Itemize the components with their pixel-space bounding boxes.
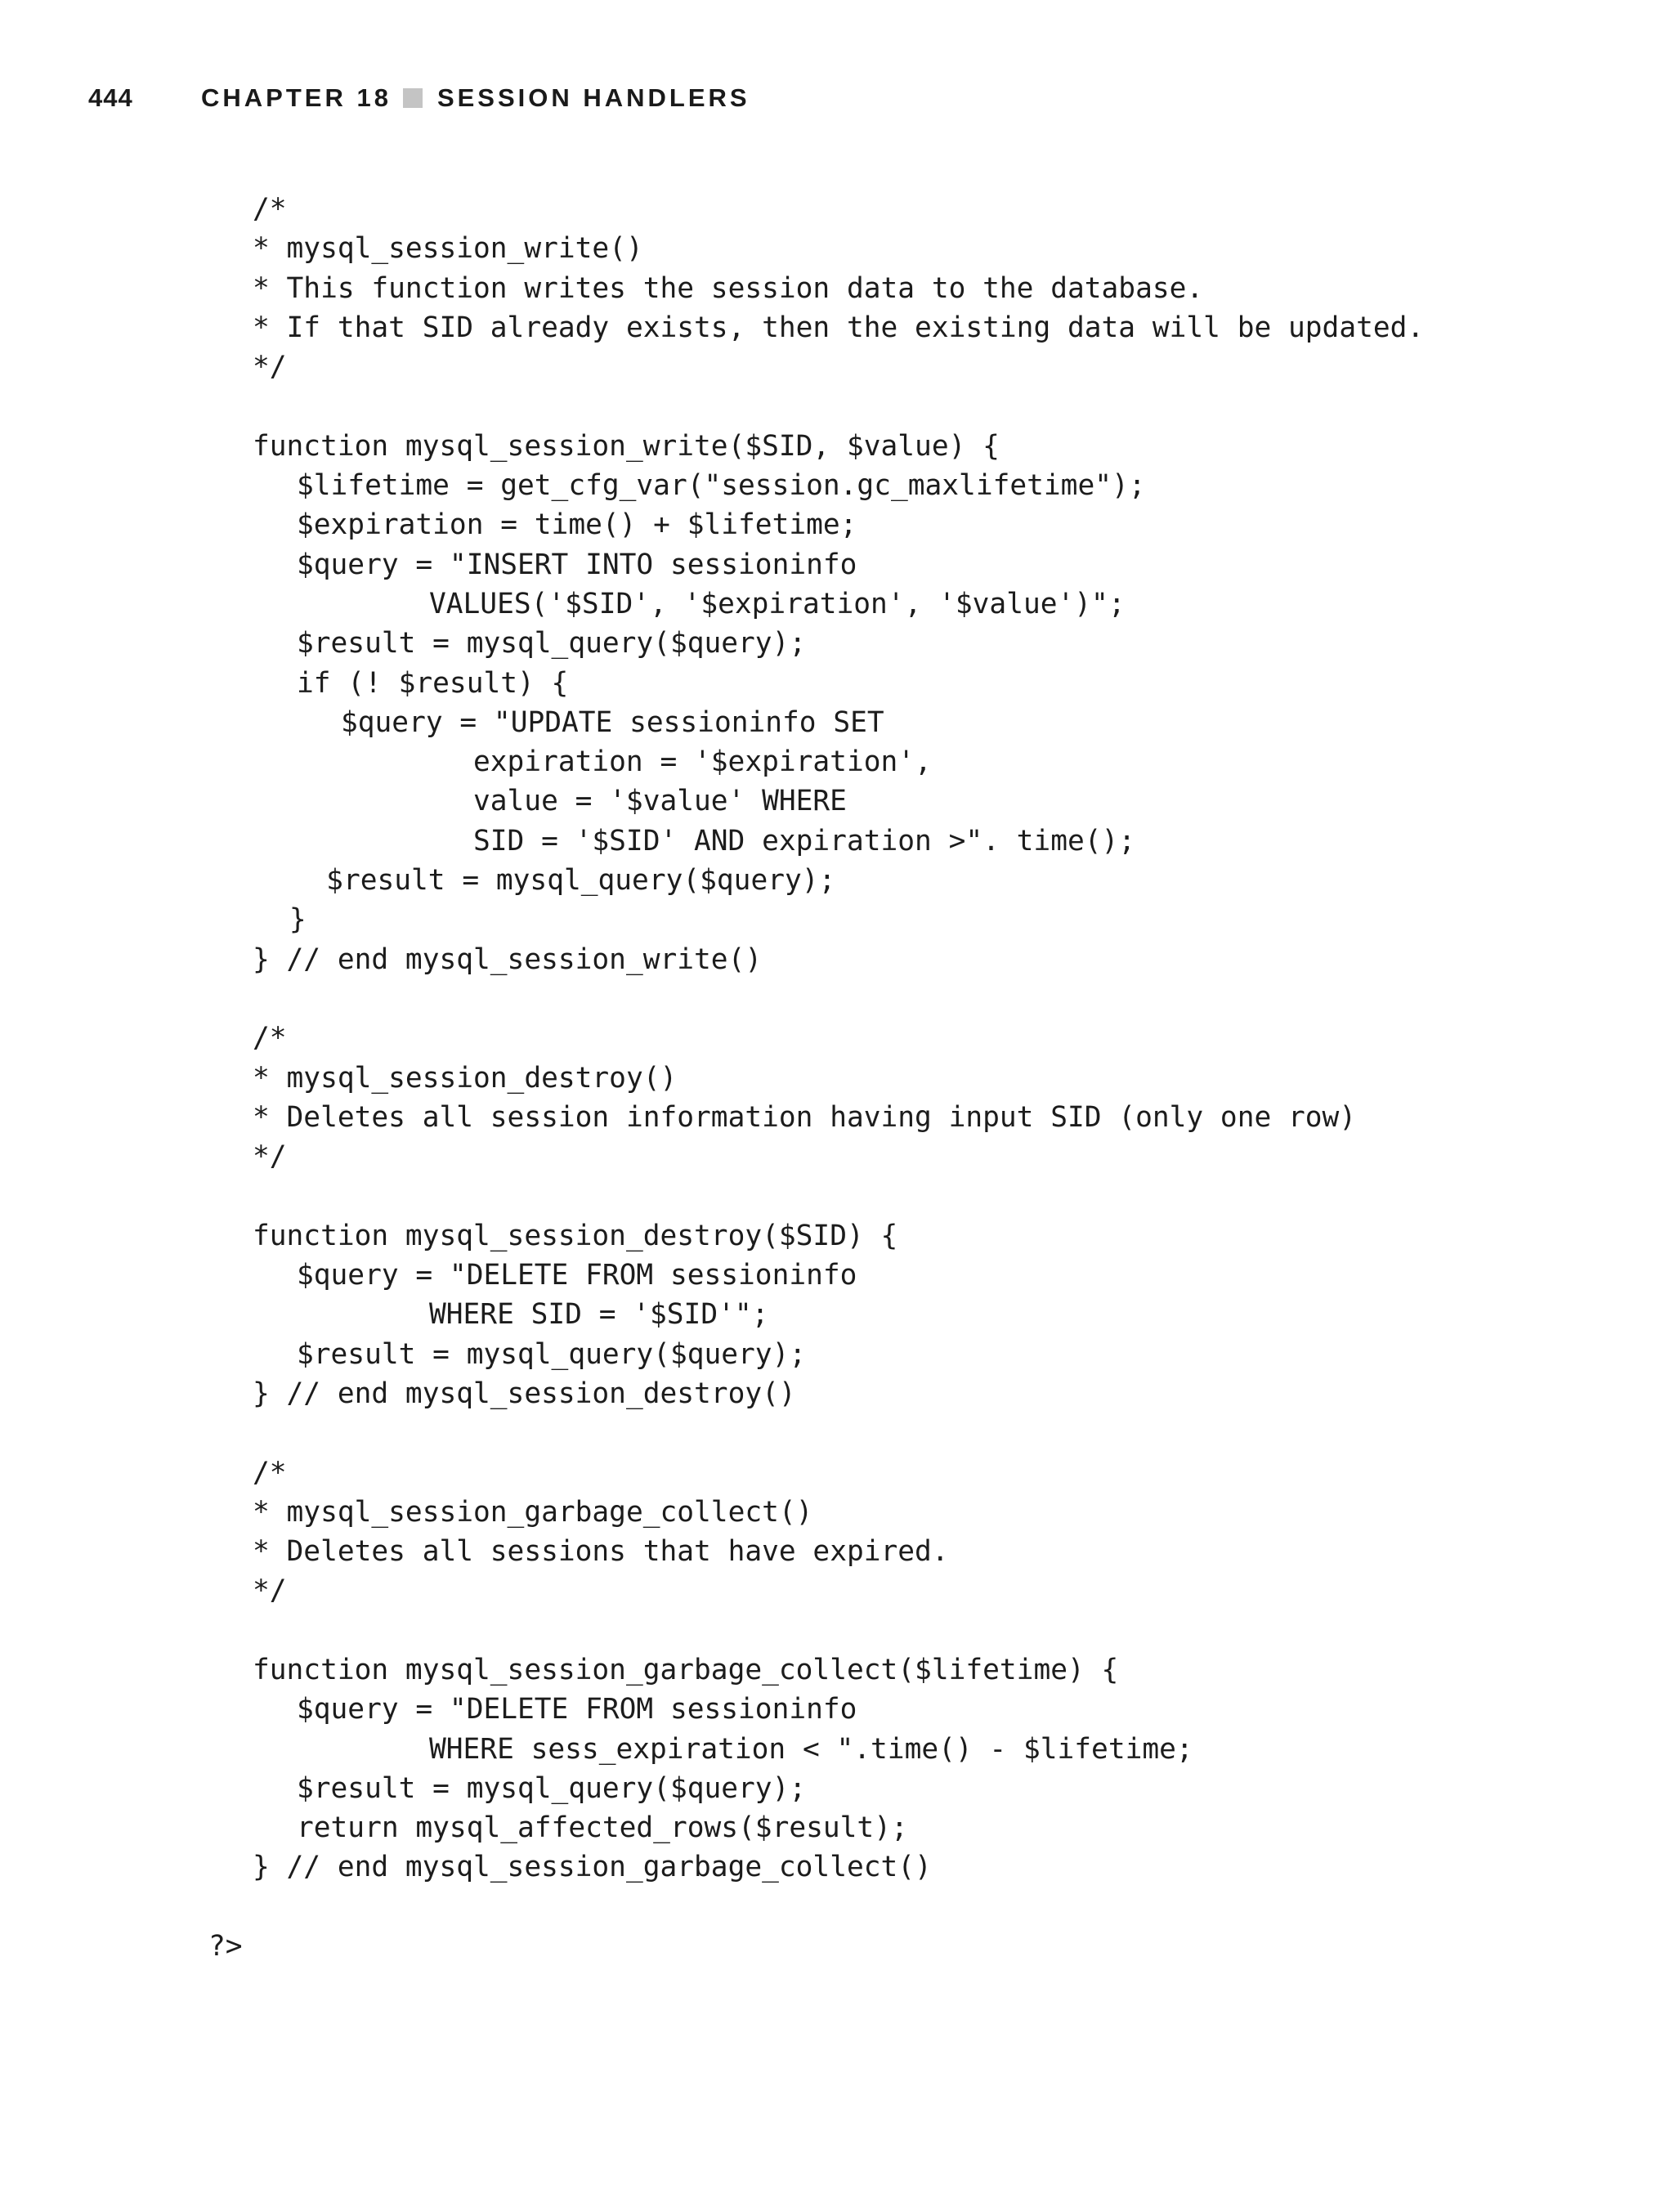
- code-line: * mysql_session_destroy(): [253, 1061, 678, 1095]
- code-line: * If that SID already exists, then the existing data will be updated.: [253, 311, 1425, 344]
- code-line: * Deletes all session information having input SID (only one row): [253, 1100, 1357, 1134]
- code-line: [0, 1413, 1674, 1453]
- code-line: $query = "DELETE FROM sessioninfo: [297, 1693, 857, 1726]
- code-line: value = '$value' WHERE: [473, 785, 847, 818]
- code-line: * mysql_session_write(): [253, 232, 643, 266]
- code-line: * This function writes the session data to the database.: [253, 271, 1204, 305]
- code-line: */: [253, 1140, 287, 1174]
- code-line: /*: [253, 1456, 287, 1489]
- code-line: $expiration = time() + $lifetime;: [297, 508, 857, 542]
- code-line: [0, 387, 1674, 426]
- code-line: */: [253, 351, 287, 384]
- code-line: SID = '$SID' AND expiration >". time();: [473, 824, 1136, 857]
- code-line: $query = "UPDATE sessioninfo SET: [341, 705, 884, 739]
- code-line: } // end mysql_session_destroy(): [253, 1377, 796, 1410]
- code-line: $result = mysql_query($query);: [326, 864, 836, 898]
- code-line: $result = mysql_query($query);: [297, 1337, 807, 1371]
- code-line: } // end mysql_session_write(): [253, 943, 763, 976]
- code-line: [0, 979, 1674, 1019]
- code-line: * Deletes all sessions that have expired.: [253, 1535, 949, 1569]
- code-line: $result = mysql_query($query);: [297, 627, 807, 660]
- code-line: $lifetime = get_cfg_var("session.gc_maxlifetime");: [297, 469, 1146, 503]
- page-header: [88, 80, 750, 116]
- code-line: function mysql_session_destroy($SID) {: [253, 1219, 898, 1252]
- code-line: $query = "INSERT INTO sessioninfo: [297, 548, 857, 581]
- code-line: * mysql_session_garbage_collect(): [253, 1495, 813, 1529]
- code-listing: [0, 190, 1674, 1966]
- code-line: } // end mysql_session_garbage_collect(): [253, 1851, 932, 1884]
- code-line: WHERE sess_expiration < ".time() - $lifetime;: [429, 1732, 1193, 1766]
- header-separator-square: [403, 88, 423, 108]
- code-line: [0, 1176, 1674, 1216]
- code-line: }: [289, 903, 307, 937]
- code-line: return mysql_affected_rows($result);: [297, 1811, 908, 1845]
- page-number: 444: [88, 83, 133, 112]
- code-line: */: [253, 1574, 287, 1608]
- code-line: ?>: [208, 1930, 243, 1963]
- code-line: function mysql_session_write($SID, $value) {: [253, 429, 1000, 463]
- code-line: $result = mysql_query($query);: [297, 1771, 807, 1805]
- code-line: expiration = '$expiration',: [473, 746, 932, 779]
- code-line: [0, 1887, 1674, 1927]
- code-line: [0, 1611, 1674, 1650]
- code-line: /*: [253, 193, 287, 226]
- section-title: SESSION HANDLERS: [436, 83, 750, 112]
- code-line: VALUES('$SID', '$expiration', '$value')";: [429, 587, 1126, 620]
- code-line: $query = "DELETE FROM sessioninfo: [297, 1259, 857, 1292]
- code-line: function mysql_session_garbage_collect($lifetime) {: [253, 1653, 1119, 1686]
- code-line: WHERE SID = '$SID'";: [429, 1298, 769, 1332]
- chapter-label: CHAPTER 18: [201, 83, 392, 112]
- code-line: /*: [253, 1022, 287, 1055]
- code-line: if (! $result) {: [297, 666, 569, 700]
